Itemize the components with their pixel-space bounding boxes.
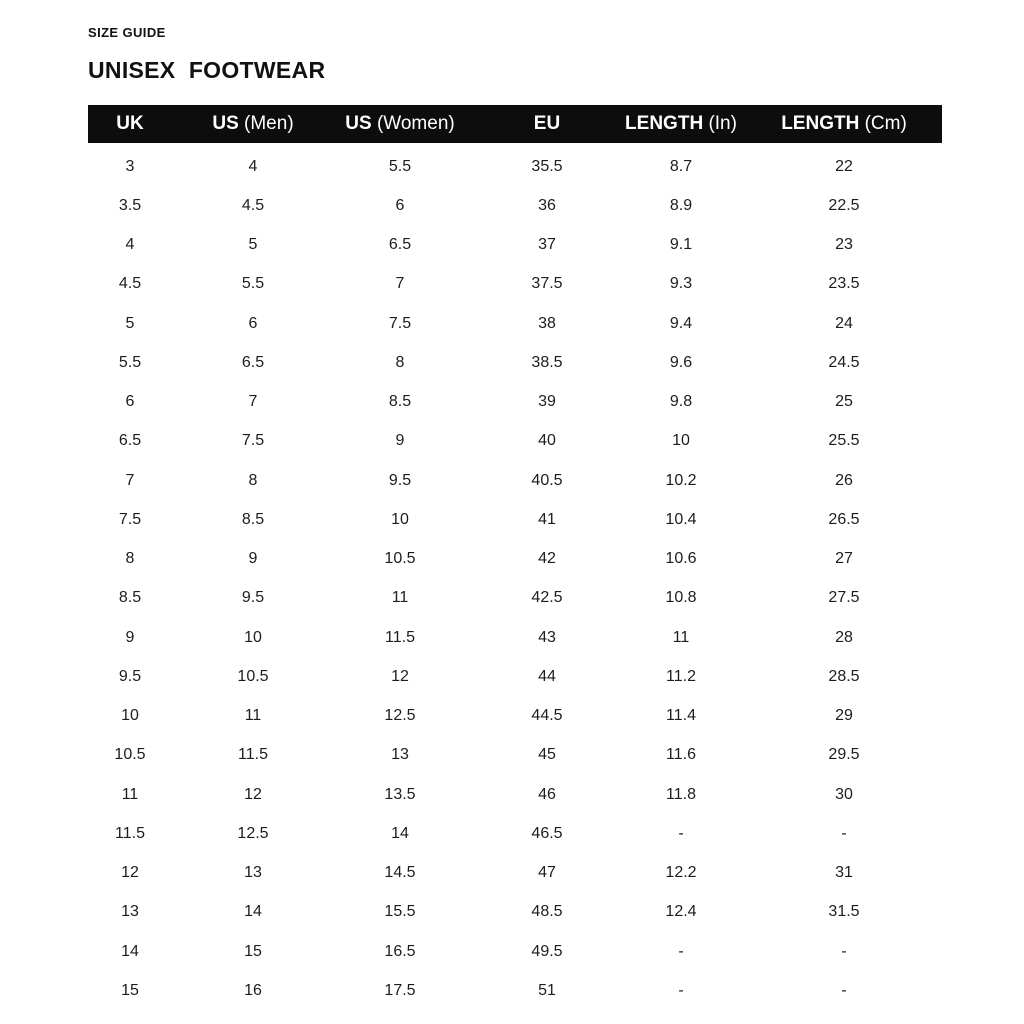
table-cell: 9.8 <box>669 393 693 411</box>
table-cell: 24 <box>835 314 853 332</box>
table-cell: 26.5 <box>828 510 860 528</box>
table-cell: - <box>678 981 684 999</box>
table-cell: 8 <box>125 550 135 568</box>
table-cell: 11 <box>244 707 262 725</box>
column-header-normal: (Women) <box>376 113 455 134</box>
table-cell: 37.5 <box>531 275 563 293</box>
table-cell: 11.5 <box>238 746 268 764</box>
table-cell: 9 <box>125 628 135 646</box>
table-cell: 7 <box>248 393 258 411</box>
column-header-normal: (Men) <box>244 113 294 134</box>
table-cell: 10 <box>244 628 262 646</box>
table-cell: 10.5 <box>114 746 146 764</box>
column-header <box>625 113 737 135</box>
table-cell: 10.5 <box>237 667 269 685</box>
table-cell: 9.3 <box>669 275 693 293</box>
table-cell: 29.5 <box>828 746 860 764</box>
table-cell: 42 <box>538 550 556 568</box>
table-cell: 28.5 <box>828 667 860 685</box>
table-cell: 22 <box>835 157 853 175</box>
table-cell: 12 <box>244 785 262 803</box>
table-cell: 11.6 <box>666 746 696 764</box>
table-cell: 6 <box>248 314 258 332</box>
table-cell: 5 <box>125 314 135 332</box>
table-cell: 41 <box>538 510 556 528</box>
table-cell: 11.2 <box>666 667 696 685</box>
table-cell: 4 <box>125 236 135 254</box>
table-cell: 10 <box>121 707 139 725</box>
table-cell: 11.8 <box>666 785 696 803</box>
table-cell: 31.5 <box>828 903 860 921</box>
table-cell: - <box>841 942 847 960</box>
column-header <box>116 113 143 135</box>
table-cell: 6.5 <box>241 353 265 371</box>
table-cell: 23.5 <box>828 275 860 293</box>
table-cell: 9 <box>395 432 405 450</box>
column-header-strong: US <box>345 113 372 134</box>
table-cell: 49.5 <box>531 942 563 960</box>
column-header-normal: (In) <box>708 113 737 134</box>
size-guide-label: SIZE GUIDE <box>88 25 166 40</box>
table-cell: 11 <box>121 785 139 803</box>
table-row <box>88 854 942 893</box>
table-cell: 25.5 <box>828 432 860 450</box>
table-cell: 3 <box>125 157 135 175</box>
table-cell: 14 <box>121 942 139 960</box>
table-cell: - <box>678 942 684 960</box>
table-row <box>88 618 942 657</box>
table-cell: 13 <box>121 903 139 921</box>
table-cell: 5.5 <box>388 157 412 175</box>
column-header <box>781 113 907 135</box>
table-cell: 6 <box>395 196 405 214</box>
table-cell: 7.5 <box>241 432 265 450</box>
table-cell: 8 <box>395 353 405 371</box>
table-cell: 10.4 <box>665 510 697 528</box>
table-cell: 47 <box>538 864 556 882</box>
table-cell: 14 <box>391 824 409 842</box>
table-cell: 36 <box>538 196 556 214</box>
table-cell: 8.5 <box>241 510 265 528</box>
table-cell: 24.5 <box>828 353 860 371</box>
table-cell: 9.6 <box>669 353 693 371</box>
table-cell: 8 <box>248 471 258 489</box>
table-cell: 42.5 <box>531 589 563 607</box>
table-row <box>88 265 942 304</box>
column-header-strong: EU <box>533 113 561 134</box>
table-cell: 12 <box>121 864 139 882</box>
table-cell: 25 <box>835 393 853 411</box>
column-header-strong: LENGTH <box>625 113 704 134</box>
table-cell: 10.6 <box>665 550 697 568</box>
table-cell: 4.5 <box>118 275 142 293</box>
table-cell: 5 <box>248 236 258 254</box>
table-cell: 30 <box>835 785 853 803</box>
table-cell: 38.5 <box>531 353 563 371</box>
table-cell: 3.5 <box>118 196 142 214</box>
table-cell: 10.8 <box>665 589 697 607</box>
column-header <box>534 113 560 135</box>
table-cell: 12.4 <box>665 903 697 921</box>
table-cell: 7.5 <box>118 510 142 528</box>
table-cell: 8.9 <box>669 196 693 214</box>
table-cell: 9.5 <box>388 471 412 489</box>
table-cell: 51 <box>538 981 556 999</box>
table-cell: 16 <box>244 981 262 999</box>
table-cell: 40 <box>538 432 556 450</box>
table-cell: 11.4 <box>666 707 696 725</box>
table-cell: 4 <box>248 157 258 175</box>
table-cell: 11.5 <box>385 628 415 646</box>
table-cell: - <box>678 824 684 842</box>
table-cell: 15.5 <box>384 903 416 921</box>
table-row <box>88 186 942 225</box>
table-cell: 28 <box>835 628 853 646</box>
table-row <box>88 540 942 579</box>
table-cell: 7 <box>125 471 135 489</box>
table-cell: 35.5 <box>531 157 563 175</box>
table-row <box>88 893 942 932</box>
table-cell: 10.5 <box>384 550 416 568</box>
table-cell: 12.2 <box>665 864 697 882</box>
table-cell: 17.5 <box>384 981 416 999</box>
table-cell: 45 <box>538 746 556 764</box>
table-cell: 22.5 <box>828 196 860 214</box>
table-cell: 12 <box>391 667 409 685</box>
table-cell: 40.5 <box>531 471 563 489</box>
table-cell: 27.5 <box>828 589 860 607</box>
table-row <box>88 697 942 736</box>
table-cell: 7 <box>395 275 405 293</box>
table-row <box>88 147 942 186</box>
table-row <box>88 657 942 696</box>
table-cell: 27 <box>835 550 853 568</box>
table-cell: 8.5 <box>118 589 142 607</box>
table-cell: 6 <box>125 393 135 411</box>
column-header <box>212 113 293 135</box>
table-cell: 48.5 <box>531 903 563 921</box>
table-cell: 12.5 <box>384 707 416 725</box>
table-cell: 9.1 <box>669 236 693 254</box>
column-header-strong: US <box>212 113 239 134</box>
table-row <box>88 971 942 1010</box>
size-table <box>88 105 942 1011</box>
table-cell: 13.5 <box>384 785 416 803</box>
size-table-header-row <box>88 105 942 143</box>
table-cell: 7.5 <box>388 314 412 332</box>
table-cell: 8.5 <box>388 393 412 411</box>
table-row <box>88 775 942 814</box>
table-cell: 14 <box>244 903 262 921</box>
table-cell: 16.5 <box>384 942 416 960</box>
table-cell: 38 <box>538 314 556 332</box>
table-cell: 44.5 <box>531 707 563 725</box>
column-header <box>345 113 454 135</box>
table-cell: 10.2 <box>665 471 697 489</box>
table-row <box>88 226 942 265</box>
table-cell: - <box>841 981 847 999</box>
table-cell: 9.5 <box>241 589 265 607</box>
table-cell: 11 <box>672 628 690 646</box>
table-cell: 15 <box>244 942 262 960</box>
page-title: UNISEX FOOTWEAR <box>88 57 326 83</box>
table-cell: 6.5 <box>388 236 412 254</box>
table-cell: 31 <box>835 864 853 882</box>
table-cell: 8.7 <box>669 157 693 175</box>
table-cell: 11 <box>391 589 409 607</box>
table-row <box>88 461 942 500</box>
table-cell: 9 <box>248 550 258 568</box>
table-cell: 46 <box>538 785 556 803</box>
table-cell: 29 <box>835 707 853 725</box>
table-cell: 15 <box>121 981 139 999</box>
table-cell: 44 <box>538 667 556 685</box>
table-cell: 9.5 <box>118 667 142 685</box>
table-cell: 26 <box>835 471 853 489</box>
table-row <box>88 500 942 539</box>
column-header-normal: (Cm) <box>864 113 907 134</box>
table-cell: 4.5 <box>241 196 265 214</box>
table-row <box>88 343 942 382</box>
size-table-body <box>88 147 942 1011</box>
column-header-strong: UK <box>116 113 144 134</box>
table-cell: 39 <box>538 393 556 411</box>
table-cell: 13 <box>244 864 262 882</box>
table-cell: 10 <box>391 510 409 528</box>
table-row <box>88 304 942 343</box>
table-cell: 23 <box>835 236 853 254</box>
table-cell: 6.5 <box>118 432 142 450</box>
table-cell: 46.5 <box>531 824 563 842</box>
table-cell: 13 <box>391 746 409 764</box>
column-header-strong: LENGTH <box>781 113 860 134</box>
table-cell: 11.5 <box>115 824 145 842</box>
table-cell: 37 <box>538 236 556 254</box>
table-row <box>88 383 942 422</box>
table-row <box>88 422 942 461</box>
table-cell: 12.5 <box>237 824 269 842</box>
table-cell: 14.5 <box>384 864 416 882</box>
table-row <box>88 736 942 775</box>
table-row <box>88 579 942 618</box>
table-row <box>88 932 942 971</box>
table-cell: 9.4 <box>669 314 693 332</box>
table-cell: 5.5 <box>118 353 142 371</box>
table-cell: 5.5 <box>241 275 265 293</box>
table-cell: - <box>841 824 847 842</box>
table-row <box>88 814 942 853</box>
table-cell: 10 <box>672 432 690 450</box>
table-cell: 43 <box>538 628 556 646</box>
